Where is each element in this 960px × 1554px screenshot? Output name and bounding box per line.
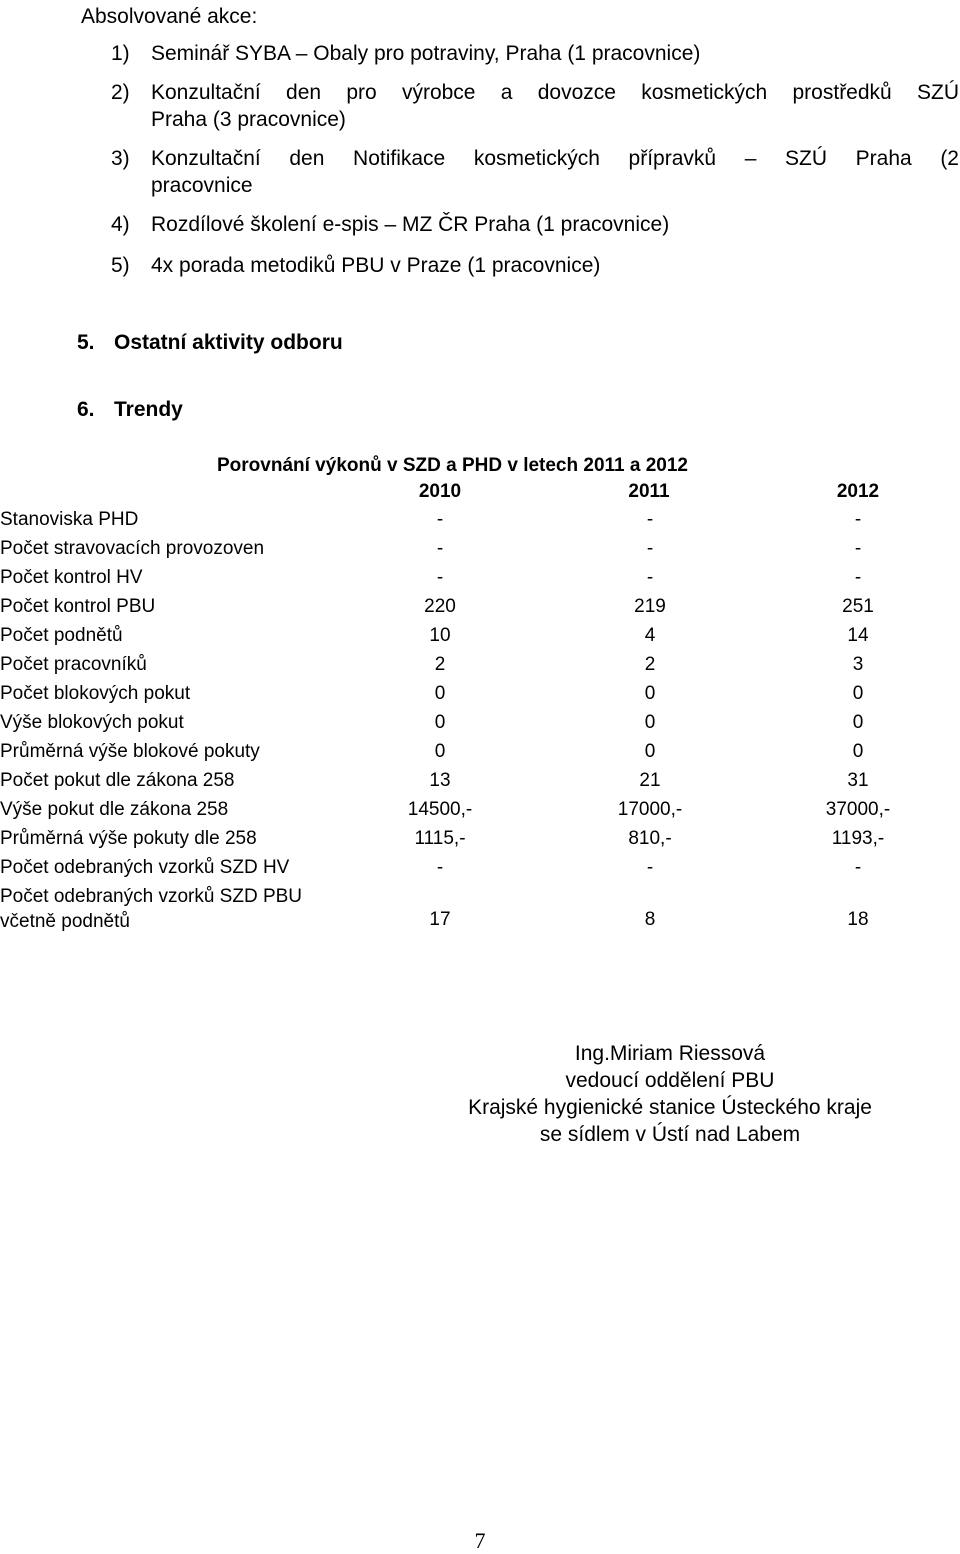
cell-2011: - bbox=[646, 857, 654, 878]
cell-2012: 37000,- bbox=[825, 799, 891, 820]
table-row bbox=[0, 683, 960, 712]
cell-2010: - bbox=[436, 857, 444, 878]
cell-2010: - bbox=[436, 567, 444, 588]
row-label: Stanoviska PHD bbox=[0, 509, 139, 530]
signatory-organization: Krajské hygienické stanice Ústeckého kraje bbox=[468, 1096, 872, 1119]
table-row bbox=[0, 712, 960, 741]
year-header: 2010 bbox=[418, 481, 462, 502]
section-heading bbox=[77, 331, 343, 355]
event-text: Seminář SYBA – Obaly pro potraviny, Praha (1 pracovnice) bbox=[151, 42, 701, 65]
event-text-line: Praha (3 pracovnice) bbox=[151, 108, 346, 131]
list-number: 2) bbox=[111, 81, 130, 104]
row-label: Průměrná výše pokuty dle 258 bbox=[0, 828, 257, 849]
list-number: 3) bbox=[111, 147, 130, 170]
table-row bbox=[0, 799, 960, 828]
table-row bbox=[0, 828, 960, 857]
table-row bbox=[0, 770, 960, 799]
cell-2012: 14 bbox=[847, 625, 869, 646]
page-number: 7 bbox=[474, 1528, 486, 1553]
cell-2011: 21 bbox=[639, 770, 661, 791]
row-label: Počet pracovníků bbox=[0, 654, 147, 675]
section-title: Absolvované akce: bbox=[81, 5, 258, 28]
cell-2012: 251 bbox=[842, 596, 874, 617]
table-row bbox=[0, 538, 960, 567]
cell-2011: 219 bbox=[634, 596, 666, 617]
row-label: Výše blokových pokut bbox=[0, 712, 184, 733]
heading-number: 5. bbox=[77, 331, 95, 354]
cell-2010: 1115,- bbox=[414, 828, 466, 849]
row-label: Výše pokut dle zákona 258 bbox=[0, 799, 229, 820]
table-row bbox=[0, 596, 960, 625]
cell-2010: 13 bbox=[429, 770, 451, 791]
cell-2011: 810,- bbox=[628, 828, 672, 849]
cell-2012: 0 bbox=[852, 712, 864, 733]
cell-2011: 0 bbox=[644, 683, 656, 704]
cell-2012: 0 bbox=[852, 741, 864, 762]
cell-2010: 0 bbox=[434, 683, 446, 704]
event-text: 4x porada metodiků PBU v Praze (1 pracovnice) bbox=[151, 254, 601, 277]
table-row bbox=[0, 509, 960, 538]
cell-2010: - bbox=[436, 538, 444, 559]
cell-2012: 0 bbox=[852, 683, 864, 704]
signatory-seat: se sídlem v Ústí nad Labem bbox=[539, 1123, 801, 1146]
cell-2012: - bbox=[854, 567, 862, 588]
row-label: Počet blokových pokut bbox=[0, 683, 191, 704]
list-number: 4) bbox=[111, 213, 130, 236]
heading-text: Trendy bbox=[114, 398, 183, 421]
row-label: Průměrná výše blokové pokuty bbox=[0, 741, 260, 762]
section-heading bbox=[77, 398, 183, 422]
cell-2011: - bbox=[646, 567, 654, 588]
cell-2010: 0 bbox=[434, 712, 446, 733]
cell-2010: 10 bbox=[429, 625, 451, 646]
cell-2010: 220 bbox=[424, 596, 456, 617]
row-label: Počet kontrol HV bbox=[0, 567, 143, 588]
cell-2011: 8 bbox=[644, 909, 656, 930]
cell-2012: - bbox=[854, 538, 862, 559]
row-label: Počet podnětů bbox=[0, 625, 123, 646]
list-number: 1) bbox=[111, 42, 130, 65]
heading-number: 6. bbox=[77, 398, 95, 421]
year-header: 2012 bbox=[836, 481, 880, 502]
row-label: Počet pokut dle zákona 258 bbox=[0, 770, 235, 791]
cell-2011: - bbox=[646, 538, 654, 559]
year-header: 2011 bbox=[628, 481, 670, 502]
table-caption: Porovnání výkonů v SZD a PHD v letech 2011 a 2012 bbox=[217, 455, 688, 476]
row-label: Počet kontrol PBU bbox=[0, 596, 156, 617]
signatory-name: Ing.Miriam Riessová bbox=[574, 1042, 766, 1065]
cell-2010: 0 bbox=[434, 741, 446, 762]
event-text-line: Konzultační den Notifikace kosmetických přípravků – SZÚ Praha (2 bbox=[151, 147, 959, 170]
event-text-line: pracovnice bbox=[151, 174, 253, 197]
table-row bbox=[0, 654, 960, 683]
row-label: Počet odebraných vzorků SZD PBU včetně podnětů bbox=[0, 886, 303, 932]
cell-2011: 17000,- bbox=[617, 799, 683, 820]
cell-2012: 31 bbox=[847, 770, 869, 791]
table-row bbox=[0, 741, 960, 770]
cell-2012: - bbox=[854, 509, 862, 530]
cell-2011: - bbox=[646, 509, 654, 530]
table-row bbox=[0, 625, 960, 654]
event-text: Rozdílové školení e-spis – MZ ČR Praha (1 pracovnice) bbox=[151, 213, 670, 236]
cell-2011: 2 bbox=[644, 654, 656, 675]
cell-2011: 4 bbox=[644, 625, 656, 646]
cell-2010: - bbox=[436, 509, 444, 530]
cell-2010: 14500,- bbox=[407, 799, 473, 820]
event-text-line: Konzultační den pro výrobce a dovozce kosmetických prostředků SZÚ bbox=[151, 81, 959, 104]
cell-2012: 3 bbox=[852, 654, 864, 675]
cell-2012: 18 bbox=[847, 909, 869, 930]
cell-2011: 0 bbox=[644, 741, 656, 762]
table-row bbox=[0, 857, 960, 886]
list-number: 5) bbox=[111, 254, 130, 277]
row-label: Počet odebraných vzorků SZD HV bbox=[0, 857, 290, 878]
cell-2010: 17 bbox=[429, 909, 451, 930]
table-row bbox=[0, 884, 960, 938]
cell-2010: 2 bbox=[434, 654, 446, 675]
signature-block bbox=[430, 1040, 910, 1148]
table-row bbox=[0, 567, 960, 596]
heading-text: Ostatní aktivity odboru bbox=[114, 331, 343, 354]
cell-2011: 0 bbox=[644, 712, 656, 733]
cell-2012: 1193,- bbox=[831, 828, 885, 849]
signatory-role: vedoucí oddělení PBU bbox=[565, 1069, 775, 1092]
cell-2012: - bbox=[854, 857, 862, 878]
row-label: Počet stravovacích provozoven bbox=[0, 538, 265, 559]
